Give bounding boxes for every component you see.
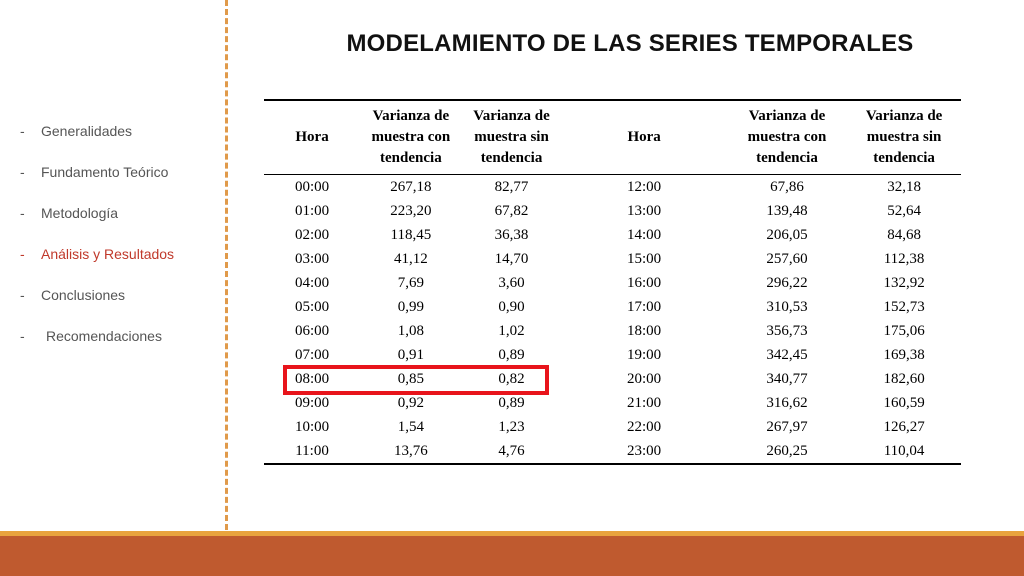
column-header: Varianza de muestra sin tendencia [865, 108, 943, 166]
table-cell: 0,99 [397, 299, 424, 315]
table-cell: 84,68 [887, 227, 921, 243]
table-cell: 260,25 [766, 443, 808, 459]
table-cell: 32,18 [887, 179, 921, 195]
highlight-box [283, 365, 549, 395]
table-cell: 07:00 [294, 347, 330, 363]
nav-item-conclusiones[interactable] [20, 287, 220, 328]
table-cell: 41,12 [394, 251, 428, 267]
table-cell: 03:00 [294, 251, 330, 267]
table-cell: 00:00 [294, 179, 330, 195]
table-cell: 23:00 [627, 443, 662, 459]
table-cell: 342,45 [766, 347, 808, 363]
table-cell: 21:00 [627, 395, 662, 411]
nav-item-metodologia[interactable] [20, 205, 220, 246]
table-cell: 169,38 [883, 347, 925, 363]
table-cell: 1,23 [498, 419, 525, 435]
table-cell: 15:00 [627, 251, 662, 267]
table-cell: 0,82 [498, 371, 525, 387]
table-cell: 0,90 [498, 299, 525, 315]
table-row [264, 343, 961, 367]
nav-bullet: - [20, 328, 25, 344]
table-cell: 1,54 [397, 419, 424, 435]
nav-item-label: Fundamento Teórico [41, 164, 169, 180]
nav-item-analisis-resultados[interactable] [20, 246, 220, 287]
nav-item-label: Generalidades [41, 123, 133, 139]
table-cell: 22:00 [627, 419, 662, 435]
table-cell: 11:00 [295, 443, 329, 459]
table-cell: 175,06 [883, 323, 925, 339]
nav-bullet: - [20, 164, 25, 180]
footer-bar [0, 536, 1024, 576]
table-row [264, 439, 961, 464]
table-cell: 310,53 [766, 299, 808, 315]
table-cell: 3,60 [498, 275, 525, 291]
column-header: Hora [295, 129, 329, 145]
nav-item-label: Conclusiones [41, 287, 126, 303]
table-cell: 0,89 [498, 347, 525, 363]
table-row [264, 295, 961, 319]
table-row [264, 415, 961, 439]
table-cell: 13:00 [627, 203, 662, 219]
table-cell: 4,76 [498, 443, 525, 459]
table-cell: 04:00 [294, 275, 330, 291]
sidebar-nav [20, 123, 220, 369]
table-cell: 206,05 [766, 227, 808, 243]
table-cell: 0,91 [397, 347, 424, 363]
table-row [264, 319, 961, 343]
column-header: Varianza de muestra con tendencia [371, 108, 451, 166]
table-cell: 316,62 [766, 395, 808, 411]
table-cell: 67,82 [494, 203, 529, 219]
table-row [264, 271, 961, 295]
variance-table [264, 99, 961, 465]
table-cell: 52,64 [887, 203, 921, 219]
table-cell: 14,70 [494, 251, 529, 267]
table-cell: 19:00 [627, 347, 662, 363]
table-cell: 02:00 [294, 227, 330, 243]
table-cell: 17:00 [627, 299, 662, 315]
table-cell: 340,77 [766, 371, 808, 387]
nav-item-label: Metodología [41, 205, 119, 221]
table-cell: 06:00 [294, 323, 330, 339]
table-row [264, 175, 961, 200]
table-cell: 7,69 [397, 275, 424, 291]
table-cell: 356,73 [766, 323, 808, 339]
table-cell: 110,04 [883, 443, 925, 459]
table-row [264, 199, 961, 223]
nav-item-label: Análisis y Resultados [41, 246, 175, 262]
table-cell: 112,38 [883, 251, 925, 267]
column-header: Varianza de muestra con tendencia [747, 108, 827, 166]
table-cell: 01:00 [294, 203, 330, 219]
nav-item-recomendaciones[interactable] [20, 328, 220, 369]
table-cell: 160,59 [883, 395, 925, 411]
table-cell: 0,85 [397, 371, 424, 387]
column-header: Hora [627, 129, 661, 145]
table-row [264, 247, 961, 271]
table-cell: 223,20 [390, 203, 432, 219]
table-cell: 0,89 [498, 395, 525, 411]
table-cell: 296,22 [766, 275, 808, 291]
table-cell: 267,97 [766, 419, 808, 435]
nav-item-generalidades[interactable] [20, 123, 220, 164]
table-cell: 05:00 [294, 299, 330, 315]
table-cell: 118,45 [390, 227, 432, 243]
table-cell: 67,86 [770, 179, 804, 195]
table-cell: 267,18 [390, 179, 432, 195]
nav-bullet: - [20, 123, 25, 139]
table-row [264, 223, 961, 247]
table-cell: 12:00 [627, 179, 662, 195]
column-header: Varianza de muestra sin tendencia [473, 108, 550, 166]
table-cell: 1,08 [397, 323, 424, 339]
table-cell: 13,76 [394, 443, 428, 459]
table-cell: 08:00 [294, 371, 330, 387]
table-cell: 16:00 [627, 275, 662, 291]
nav-item-label: Recomendaciones [46, 328, 162, 344]
table-cell: 139,48 [766, 203, 808, 219]
nav-bullet: - [20, 246, 25, 262]
nav-item-fundamento-teorico[interactable] [20, 164, 220, 205]
table-cell: 20:00 [627, 371, 662, 387]
table-cell: 257,60 [766, 251, 808, 267]
nav-bullet: - [20, 287, 25, 303]
nav-bullet: - [20, 205, 25, 221]
table-cell: 36,38 [494, 227, 529, 243]
table-cell: 152,73 [883, 299, 925, 315]
table-cell: 126,27 [883, 419, 925, 435]
table-cell: 82,77 [494, 179, 529, 195]
page-title: MODELAMIENTO DE LAS SERIES TEMPORALES [346, 30, 914, 57]
vertical-divider [225, 0, 228, 530]
table-cell: 10:00 [294, 419, 330, 435]
table-cell: 14:00 [627, 227, 662, 243]
table-cell: 1,02 [498, 323, 525, 339]
table-cell: 182,60 [883, 371, 925, 387]
table-header-row [264, 100, 961, 175]
table-cell: 18:00 [627, 323, 662, 339]
table-cell: 09:00 [294, 395, 330, 411]
table-cell: 0,92 [397, 395, 424, 411]
table-cell: 132,92 [883, 275, 925, 291]
